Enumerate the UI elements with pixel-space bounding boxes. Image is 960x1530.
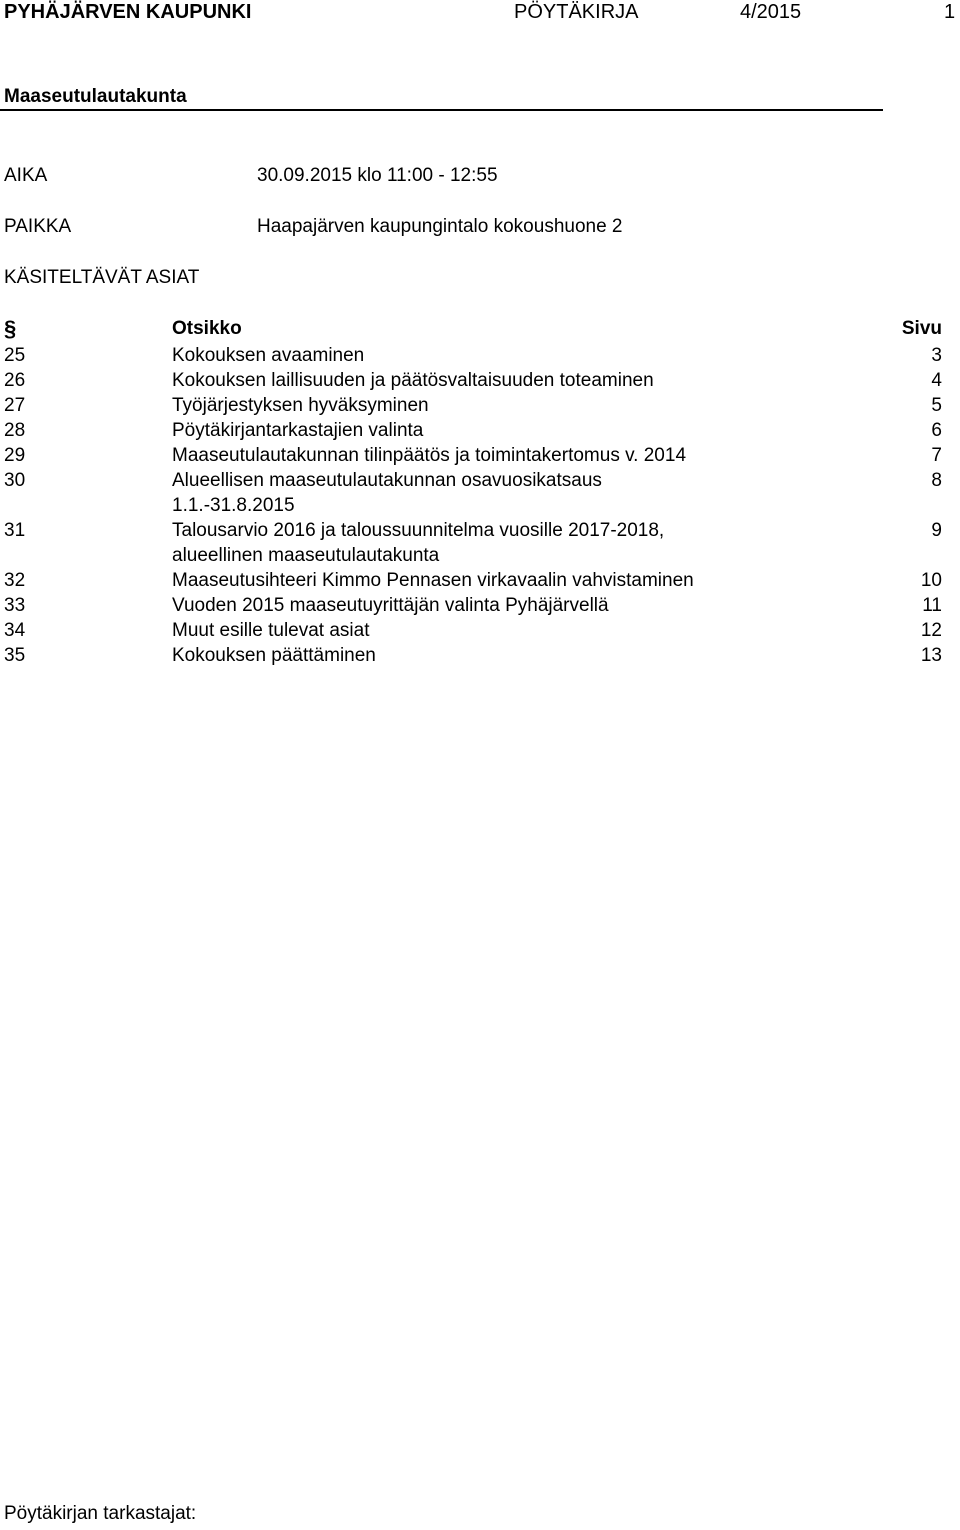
item-number: 26 bbox=[4, 370, 26, 391]
item-title: Maaseutulautakunnan tilinpäätös ja toimintakertomus v. 2014 bbox=[172, 445, 687, 466]
item-title-line2: alueellinen maaseutulautakunta bbox=[172, 545, 440, 566]
place-label: PAIKKA bbox=[4, 216, 72, 237]
page-number: 1 bbox=[944, 1, 956, 23]
table-row bbox=[4, 443, 942, 468]
page-column-header: Sivu bbox=[901, 318, 942, 339]
table-row bbox=[4, 393, 942, 418]
item-title: Kokouksen päättäminen bbox=[172, 645, 376, 666]
item-title: Maaseutusihteeri Kimmo Pennasen virkavaalin vahvistaminen bbox=[172, 570, 694, 591]
item-page: 13 bbox=[920, 645, 942, 666]
item-number: 31 bbox=[4, 520, 26, 541]
table-row bbox=[4, 468, 942, 518]
place-value: Haapajärven kaupungintalo kokoushuone 2 bbox=[257, 216, 623, 237]
table-row bbox=[4, 368, 942, 393]
items-heading: KÄSITELTÄVÄT ASIAT bbox=[4, 267, 200, 288]
item-page: 10 bbox=[920, 570, 942, 591]
time-value: 30.09.2015 klo 11:00 - 12:55 bbox=[257, 165, 498, 186]
header-divider bbox=[0, 109, 883, 111]
item-number: 25 bbox=[4, 345, 26, 366]
item-number: 29 bbox=[4, 445, 26, 466]
item-page: 12 bbox=[920, 620, 942, 641]
reviewers-label: Pöytäkirjan tarkastajat: bbox=[4, 1503, 197, 1524]
item-page: 8 bbox=[931, 470, 942, 491]
item-number: 28 bbox=[4, 420, 26, 441]
item-number: 35 bbox=[4, 645, 26, 666]
table-row bbox=[4, 343, 942, 368]
item-number: 33 bbox=[4, 595, 26, 616]
item-page: 11 bbox=[922, 595, 942, 616]
time-label: AIKA bbox=[4, 165, 48, 186]
section-sign-icon: § bbox=[4, 316, 17, 341]
table-row bbox=[4, 518, 942, 568]
item-number: 32 bbox=[4, 570, 26, 591]
item-title-line1: Talousarvio 2016 ja taloussuunnitelma vuosille 2017-2018, bbox=[172, 520, 665, 541]
agenda-table bbox=[4, 316, 942, 668]
table-row bbox=[4, 568, 942, 593]
item-title-line1: Alueellisen maaseutulautakunnan osavuosikatsaus bbox=[172, 470, 602, 491]
item-page: 5 bbox=[931, 395, 942, 416]
table-row bbox=[4, 418, 942, 443]
item-number: 30 bbox=[4, 470, 26, 491]
item-page: 7 bbox=[931, 445, 942, 466]
table-row bbox=[4, 593, 942, 618]
item-title: Kokouksen laillisuuden ja päätösvaltaisuuden toteaminen bbox=[172, 370, 654, 391]
item-page: 4 bbox=[931, 370, 942, 391]
item-title-line2: 1.1.-31.8.2015 bbox=[172, 495, 295, 516]
table-row bbox=[4, 643, 942, 668]
municipality-name: PYHÄJÄRVEN KAUPUNKI bbox=[4, 1, 252, 23]
item-title: Työjärjestyksen hyväksyminen bbox=[172, 395, 429, 416]
item-number: 27 bbox=[4, 395, 26, 416]
item-page: 3 bbox=[931, 345, 942, 366]
item-page: 9 bbox=[931, 520, 942, 541]
item-title: Pöytäkirjantarkastajien valinta bbox=[172, 420, 424, 441]
item-page: 6 bbox=[931, 420, 942, 441]
table-row bbox=[4, 618, 942, 643]
title-column-header: Otsikko bbox=[172, 318, 242, 339]
document-type: PÖYTÄKIRJA bbox=[514, 1, 639, 23]
agenda-header-row bbox=[4, 316, 942, 343]
item-number: 34 bbox=[4, 620, 26, 641]
item-title: Kokouksen avaaminen bbox=[172, 345, 365, 366]
item-title: Muut esille tulevat asiat bbox=[172, 620, 370, 641]
document-number: 4/2015 bbox=[740, 1, 802, 23]
item-title bbox=[172, 468, 882, 518]
committee-name: Maaseutulautakunta bbox=[4, 86, 187, 107]
item-title bbox=[172, 518, 882, 568]
item-title: Vuoden 2015 maaseutuyrittäjän valinta Pyhäjärvellä bbox=[172, 595, 609, 616]
